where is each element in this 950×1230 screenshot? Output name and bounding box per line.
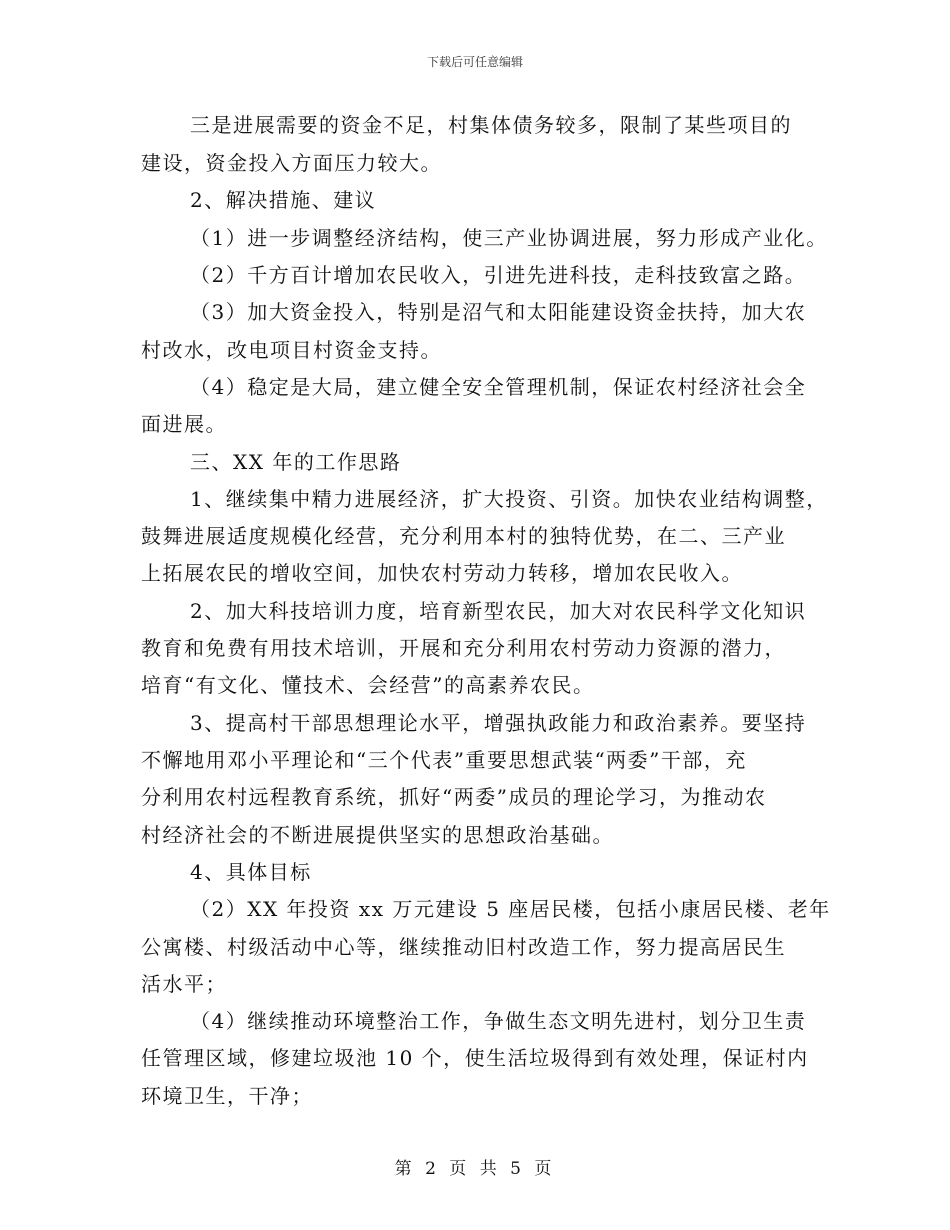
body-line: 建设，资金投入方面压力较大。 — [141, 151, 442, 175]
body-line: （2）XX 年投资 xx 万元建设 5 座居民楼，包括小康居民楼、老年 — [190, 897, 831, 921]
body-line: 2、加大科技培训力度，培育新型农民，加大对农民科学文化知识 — [190, 599, 807, 623]
body-line: 不懈地用邓小平理论和“三个代表”重要思想武装“两委”干部，充 — [141, 748, 747, 772]
section-heading: 4、具体目标 — [190, 860, 312, 884]
body-line: 鼓舞进展适度规模化经营，充分利用本村的独特优势，在二、三产业 — [141, 524, 786, 548]
page-header-note: 下载后可任意编辑 — [426, 55, 523, 69]
body-line: 环境卫生，干净； — [141, 1084, 313, 1108]
body-line: 村改水，改电项目村资金支持。 — [141, 338, 442, 362]
body-line: （1）进一步调整经济结构，使三产业协调进展，努力形成产业化。 — [190, 226, 828, 250]
body-line: 公寓楼、村级活动中心等，继续推动旧村改造工作，努力提高居民生 — [141, 935, 786, 959]
body-line: 村经济社会的不断进展提供坚实的思想政治基础。 — [141, 823, 614, 847]
body-line: 任管理区域，修建垃圾池 10 个，使生活垃圾得到有效处理，保证村内 — [141, 1046, 809, 1070]
body-line: 教育和免费有用技术培训，开展和充分利用农村劳动力资源的潜力， — [141, 636, 786, 660]
body-line: 三是进展需要的资金不足，村集体债务较多，限制了某些项目的 — [190, 113, 792, 137]
body-line: 培育“有文化、懂技术、会经营”的高素养农民。 — [141, 673, 595, 697]
body-line: 3、提高村干部思想理论水平，增强执政能力和政治素养。要坚持 — [190, 711, 807, 735]
page-number: 第 2 页 共 5 页 — [394, 1159, 556, 1179]
body-line: （2）千方百计增加农民收入，引进先进科技，走科技致富之路。 — [190, 263, 807, 287]
body-line: （3）加大资金投入，特别是沼气和太阳能建设资金扶持，加大农 — [190, 300, 807, 324]
body-line: 上拓展农民的增收空间，加快农村劳动力转移，增加农民收入。 — [141, 561, 743, 585]
body-line: 活水平； — [141, 972, 227, 996]
body-line: 面进展。 — [141, 412, 227, 436]
body-line: （4）稳定是大局，建立健全安全管理机制，保证农村经济社会全 — [190, 375, 807, 399]
section-heading: 2、解决措施、建议 — [190, 188, 377, 212]
body-line: 分利用农村远程教育系统，抓好“两委”成员的理论学习，为推动农 — [141, 785, 767, 809]
body-line: （4）继续推动环境整治工作，争做生态文明先进村，划分卫生责 — [190, 1009, 807, 1033]
section-heading: 三、XX 年的工作思路 — [190, 450, 402, 474]
body-line: 1、继续集中精力进展经济，扩大投资、引资。加快农业结构调整， — [190, 487, 828, 511]
